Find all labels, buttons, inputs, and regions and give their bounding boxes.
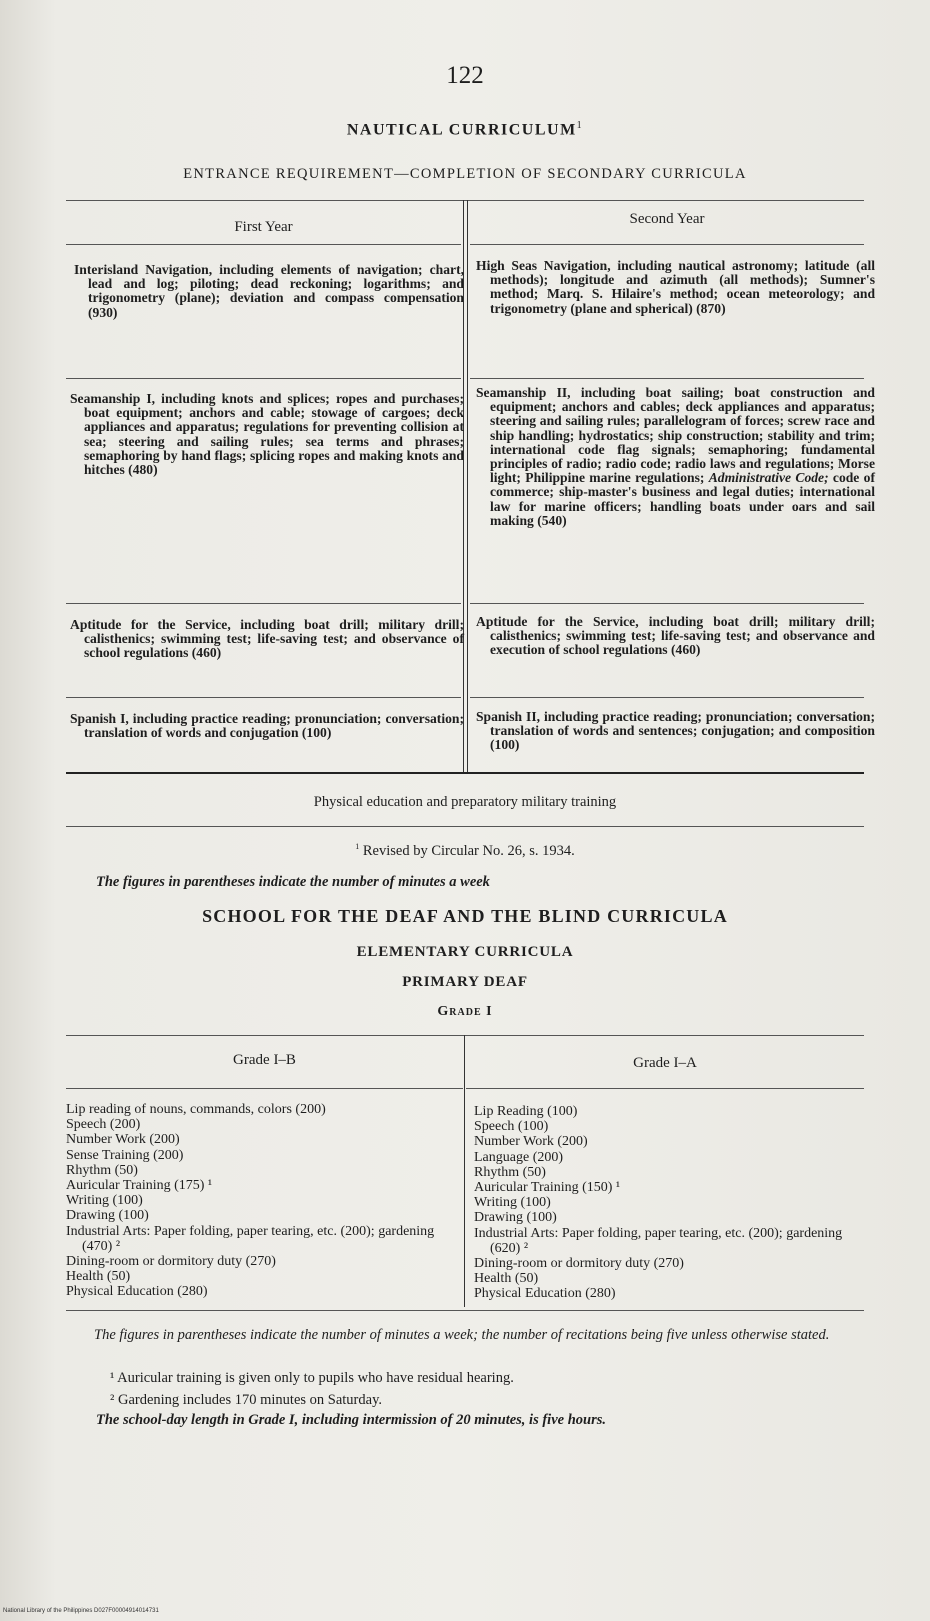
- row-rule-3-left: [66, 697, 461, 698]
- list-item: Dining-room or dormitory duty (270): [66, 1254, 276, 1270]
- list-item: Language (200): [474, 1149, 564, 1165]
- row-rule-3-right: [470, 697, 864, 698]
- list-item: Writing (100): [474, 1195, 551, 1211]
- list-item: Sense Training (200): [66, 1147, 184, 1163]
- seamanship-2-text-a: Seamanship II, including boat sailing; boat construction and equipment; anchors and cables; deck appliances and apparatus; steering and sailing rules; parallelogram of forces; screw race and ship handling; hydrostatics; ship construction; stability and trim; international code flag signals; semaphoring; fundamental principles of radio; radio code; radio laws and regulations; Morse light; Philippine marine regulations;: [476, 385, 875, 486]
- deaf-minutes-note-text: The figures in parentheses indicate the number of minutes a week; the number of recitations being five unless otherwise stated.: [94, 1327, 830, 1343]
- primary-deaf-heading: PRIMARY DEAF: [402, 974, 528, 990]
- footnote-auricular: ¹ Auricular training is given only to pupils who have residual hearing.: [110, 1370, 514, 1386]
- list-item: Health (50): [66, 1269, 131, 1285]
- grade-table-bottom-rule: [66, 1310, 864, 1311]
- list-item: Number Work (200): [66, 1132, 180, 1148]
- list-item: Number Work (200): [474, 1134, 588, 1150]
- list-item: Physical Education (280): [474, 1286, 616, 1302]
- column-header-grade-1a: Grade I–A: [633, 1055, 697, 1071]
- second-year-aptitude: Aptitude for the Service, including boat drill; military drill; calisthenics; swimming test; life-saving test; and observance and execution of school regulations (460): [476, 614, 875, 658]
- first-year-spanish-1: Spanish I, including practice reading; pronunciation; conversation; translation of words and conjugation (100): [70, 711, 464, 741]
- grade-heading: Grade I: [437, 1004, 493, 1019]
- row-rule-1-right: [470, 378, 864, 379]
- first-year-interisland-navigation: Interisland Navigation, including elements of navigation; chart, lead and log; piloting; dead reckoning; logarithms; and trigonometry (plane); deviation and compass compensation (930): [74, 262, 464, 320]
- deaf-minutes-note: [66, 1324, 866, 1346]
- first-year-aptitude: Aptitude for the Service, including boat drill; military drill; calisthenics; swimming test; life-saving test; and observance of school regulations (460): [70, 617, 464, 661]
- list-item: Auricular Training (150) ¹: [474, 1180, 621, 1196]
- entrance-requirement: ENTRANCE REQUIREMENT—COMPLETION OF SECONDARY CURRICULA: [183, 166, 747, 182]
- list-item: Physical Education (280): [66, 1284, 208, 1300]
- seamanship-2-italic: Administrative Code;: [708, 470, 829, 486]
- header-rule-left: [66, 244, 461, 245]
- table-bottom-rule: [66, 772, 864, 774]
- physical-education-rule: [66, 826, 864, 827]
- second-year-high-seas-navigation: High Seas Navigation, including nautical astronomy; latitude (all methods); longitude and azimuth (all methods); Sumner's method; Marq. S. Hilaire's method; ocean meteorology; and trigonometry (plane and spherical) (870): [476, 258, 875, 316]
- row-rule-1-left: [66, 378, 461, 379]
- nautical-minutes-note: The figures in parentheses indicate the number of minutes a week: [96, 874, 490, 890]
- list-item: Industrial Arts: Paper folding, paper tearing, etc. (200); gardening (620) ²: [474, 1225, 843, 1256]
- grade-header-rule-right: [466, 1088, 864, 1089]
- nautical-footnote-mark: 1: [355, 842, 360, 851]
- column-header-grade-1b: Grade I–B: [233, 1052, 296, 1068]
- grade-1a-list: [474, 1104, 866, 1302]
- grade-1b-list: [66, 1102, 458, 1300]
- list-item: Lip Reading (100): [474, 1104, 578, 1119]
- column-header-first-year: First Year: [234, 219, 293, 235]
- list-item: Auricular Training (175) ¹: [66, 1178, 213, 1194]
- row-rule-2-left: [66, 603, 461, 604]
- list-item: Speech (200): [66, 1117, 141, 1133]
- nautical-footnote-text: Revised by Circular No. 26, s. 1934.: [362, 842, 575, 859]
- column-divider-right: [467, 200, 468, 772]
- footnote-gardening: ² Gardening includes 170 minutes on Saturday.: [110, 1392, 383, 1408]
- nautical-title: [0, 120, 930, 139]
- nautical-footnote: [0, 842, 930, 860]
- second-year-seamanship-2: [476, 386, 875, 528]
- list-item: Drawing (100): [474, 1210, 557, 1226]
- list-item: Speech (100): [474, 1119, 549, 1135]
- list-item: Rhythm (50): [66, 1162, 138, 1178]
- school-day-note: The school-day length in Grade I, including intermission of 20 minutes, is five hours.: [96, 1412, 606, 1428]
- grade-column-divider: [464, 1035, 465, 1307]
- page-number: 122: [446, 62, 484, 89]
- list-item: Industrial Arts: Paper folding, paper tearing, etc. (200); gardening (470) ²: [66, 1223, 435, 1254]
- grade-header-rule-left: [66, 1088, 463, 1089]
- nautical-title-footnote-mark: 1: [576, 120, 584, 131]
- list-item: Writing (100): [66, 1193, 143, 1209]
- elementary-curricula-heading: ELEMENTARY CURRICULA: [356, 944, 574, 960]
- list-item: Lip reading of nouns, commands, colors (200): [66, 1102, 326, 1117]
- list-item: Health (50): [474, 1271, 539, 1287]
- scan-label: National Library of the Philippines D027F00004914014731: [3, 1608, 159, 1614]
- grade-table-top-rule: [66, 1035, 864, 1036]
- nautical-title-text: NAUTICAL CURRICULUM: [346, 121, 577, 139]
- column-header-second-year: Second Year: [629, 211, 705, 227]
- list-item: Dining-room or dormitory duty (270): [474, 1256, 684, 1272]
- seamanship-2-text-b: code of commerce; ship-master's business and legal duties; international law for marine officers; handling boats under oars and sail making (540): [490, 470, 875, 528]
- row-rule-2-right: [470, 603, 864, 604]
- second-year-spanish-2: Spanish II, including practice reading; pronunciation; conversation; translation of words and sentences; conjugation; and composition (100): [476, 709, 875, 753]
- first-year-seamanship-1: Seamanship I, including knots and splices; ropes and purchases; boat equipment; anchors and cable; stowage of cargoes; deck appliances and apparatus; regulations for preventing collision at sea; steering and sailing rules; sea terms and phrases; semaphoring by hand flags; splicing ropes and making knots and hitches (480): [70, 391, 464, 478]
- list-item: Drawing (100): [66, 1208, 149, 1224]
- deaf-blind-title: SCHOOL FOR THE DEAF AND THE BLIND CURRICULA: [202, 906, 728, 926]
- physical-education-row: Physical education and preparatory military training: [313, 794, 617, 810]
- table-top-rule: [66, 200, 864, 201]
- list-item: Rhythm (50): [474, 1164, 546, 1180]
- header-rule-right: [470, 244, 864, 245]
